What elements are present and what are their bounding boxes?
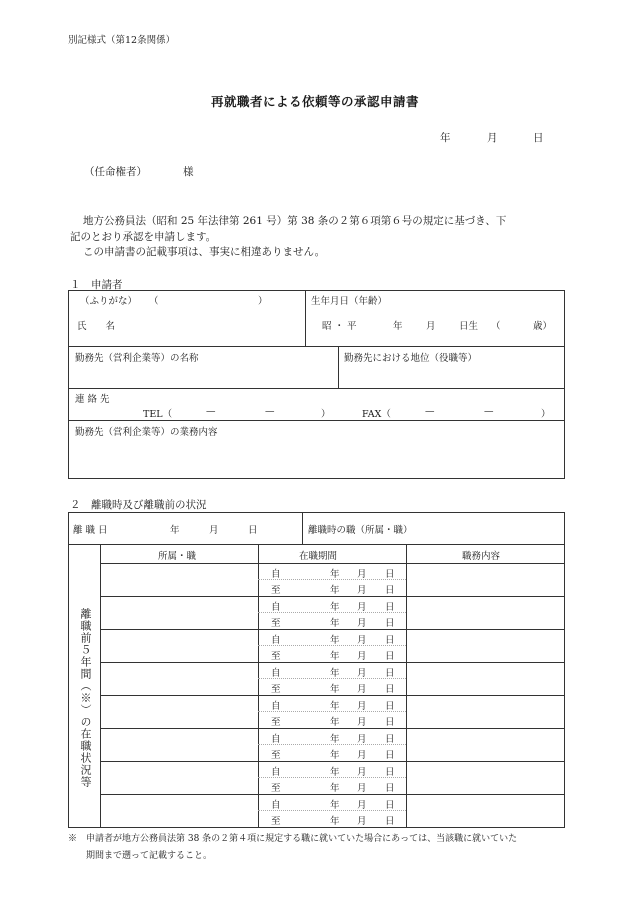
to-month: 月: [357, 651, 367, 662]
from-month: 月: [357, 602, 367, 613]
furigana-paren-close: ）: [258, 296, 268, 307]
from-label: 自: [271, 668, 281, 679]
col-header-period: 在職期間: [299, 551, 338, 562]
to-label: 至: [271, 684, 281, 695]
paragraph-2: この申請書の記載事項は、事実に相違ありません。: [83, 246, 326, 258]
from-day: 日: [385, 800, 395, 811]
to-day: 日: [385, 651, 395, 662]
to-day: 日: [385, 816, 395, 827]
birth-year: 年: [393, 321, 403, 332]
from-year: 年: [330, 734, 340, 745]
to-day: 日: [385, 684, 395, 695]
paragraph-1-line-2: 記のとおり承認を申請します。: [70, 231, 217, 243]
to-day: 日: [385, 717, 395, 728]
to-month: 月: [357, 750, 367, 761]
row-divider: [100, 761, 565, 762]
date-month: 月: [487, 132, 498, 144]
to-year: 年: [330, 717, 340, 728]
from-month: 月: [357, 800, 367, 811]
to-label: 至: [271, 717, 281, 728]
from-label: 自: [271, 767, 281, 778]
to-year: 年: [330, 651, 340, 662]
from-year: 年: [330, 668, 340, 679]
row-divider: [100, 728, 565, 729]
from-day: 日: [385, 767, 395, 778]
from-label: 自: [271, 602, 281, 613]
side-label: 離職前５年間（※）の在職状況等: [79, 608, 92, 788]
addressee: （任命権者）: [84, 166, 147, 178]
row-divider: [100, 596, 565, 597]
from-label: 自: [271, 701, 281, 712]
furigana-label: （ふりがな）: [80, 296, 138, 307]
to-label: 至: [271, 816, 281, 827]
to-year: 年: [330, 618, 340, 629]
from-year: 年: [330, 569, 340, 580]
to-label: 至: [271, 585, 281, 596]
tel-dash-1: —: [206, 406, 216, 417]
age-close: 歳）: [533, 321, 553, 332]
to-month: 月: [357, 618, 367, 629]
fax-dash-2: —: [484, 406, 494, 417]
to-label: 至: [271, 750, 281, 761]
to-day: 日: [385, 618, 395, 629]
birth-era: 昭 ・ 平: [322, 321, 357, 332]
from-label: 自: [271, 734, 281, 745]
to-day: 日: [385, 585, 395, 596]
to-month: 月: [357, 816, 367, 827]
to-month: 月: [357, 783, 367, 794]
employer-position-label: 勤務先における地位（役職等）: [344, 353, 478, 364]
from-year: 年: [330, 767, 340, 778]
fax-close: ）: [541, 409, 551, 420]
retire-date-label: 離 職 日: [73, 525, 108, 536]
form-reference: 別記様式（第12条関係）: [68, 35, 176, 46]
retire-year: 年: [170, 525, 180, 536]
fax-label: FAX（: [362, 409, 391, 420]
col-header-duties: 職務内容: [462, 551, 501, 562]
row-divider: [100, 662, 565, 663]
name-label: 氏 名: [77, 321, 116, 332]
tel-label: TEL（: [143, 409, 173, 420]
document-title: 再就職者による依頼等の承認申請書: [210, 94, 419, 109]
to-label: 至: [271, 651, 281, 662]
row-divider: [100, 629, 565, 630]
to-month: 月: [357, 585, 367, 596]
honorific: 様: [183, 166, 194, 178]
date-year: 年: [440, 132, 451, 144]
from-day: 日: [385, 569, 395, 580]
retire-post-label: 離職時の職（所属・職）: [308, 525, 413, 536]
business-content-label: 勤務先（営利企業等）の業務内容: [75, 427, 218, 438]
to-month: 月: [357, 717, 367, 728]
from-day: 日: [385, 734, 395, 745]
contact-label: 連 絡 先: [75, 394, 110, 405]
birth-date-label: 生年月日（年齢）: [311, 296, 388, 307]
section-1-heading: １ 申請者: [70, 279, 123, 291]
to-year: 年: [330, 750, 340, 761]
from-day: 日: [385, 668, 395, 679]
col-header-post: 所属・職: [158, 551, 197, 562]
furigana-paren-open: （: [149, 296, 159, 307]
age-open: （: [491, 321, 501, 332]
to-day: 日: [385, 750, 395, 761]
to-label: 至: [271, 618, 281, 629]
from-month: 月: [357, 767, 367, 778]
to-day: 日: [385, 783, 395, 794]
to-year: 年: [330, 816, 340, 827]
from-label: 自: [271, 635, 281, 646]
note-line-2: 期間まで遡って記載すること。: [86, 851, 213, 861]
from-label: 自: [271, 569, 281, 580]
from-month: 月: [357, 635, 367, 646]
from-day: 日: [385, 701, 395, 712]
from-month: 月: [357, 569, 367, 580]
from-day: 日: [385, 635, 395, 646]
retire-day: 日: [248, 525, 258, 536]
to-year: 年: [330, 585, 340, 596]
from-year: 年: [330, 635, 340, 646]
to-year: 年: [330, 684, 340, 695]
tel-close: ）: [321, 409, 331, 420]
to-month: 月: [357, 684, 367, 695]
from-year: 年: [330, 800, 340, 811]
row-divider: [100, 695, 565, 696]
from-year: 年: [330, 701, 340, 712]
tel-dash-2: —: [265, 406, 275, 417]
retire-month: 月: [209, 525, 219, 536]
from-year: 年: [330, 602, 340, 613]
birth-day: 日生: [459, 321, 479, 332]
date-day: 日: [533, 132, 544, 144]
from-day: 日: [385, 602, 395, 613]
from-label: 自: [271, 800, 281, 811]
from-month: 月: [357, 734, 367, 745]
paragraph-1-line-1: 地方公務員法（昭和 25 年法律第 261 号）第 38 条の２第６項第６号の規定に基づき、下: [83, 215, 507, 227]
employer-name-label: 勤務先（営利企業等）の名称: [75, 353, 199, 364]
from-month: 月: [357, 668, 367, 679]
to-year: 年: [330, 783, 340, 794]
fax-dash-1: —: [425, 406, 435, 417]
birth-month: 月: [426, 321, 436, 332]
from-month: 月: [357, 701, 367, 712]
row-divider: [100, 794, 565, 795]
to-label: 至: [271, 783, 281, 794]
note-line-1: ※ 申請者が地方公務員法第 38 条の２第４項に規定する職に就いていた場合にあっては、当該職に就いていた: [68, 834, 518, 844]
section-2-heading: ２ 離職時及び離職前の状況: [70, 499, 207, 511]
